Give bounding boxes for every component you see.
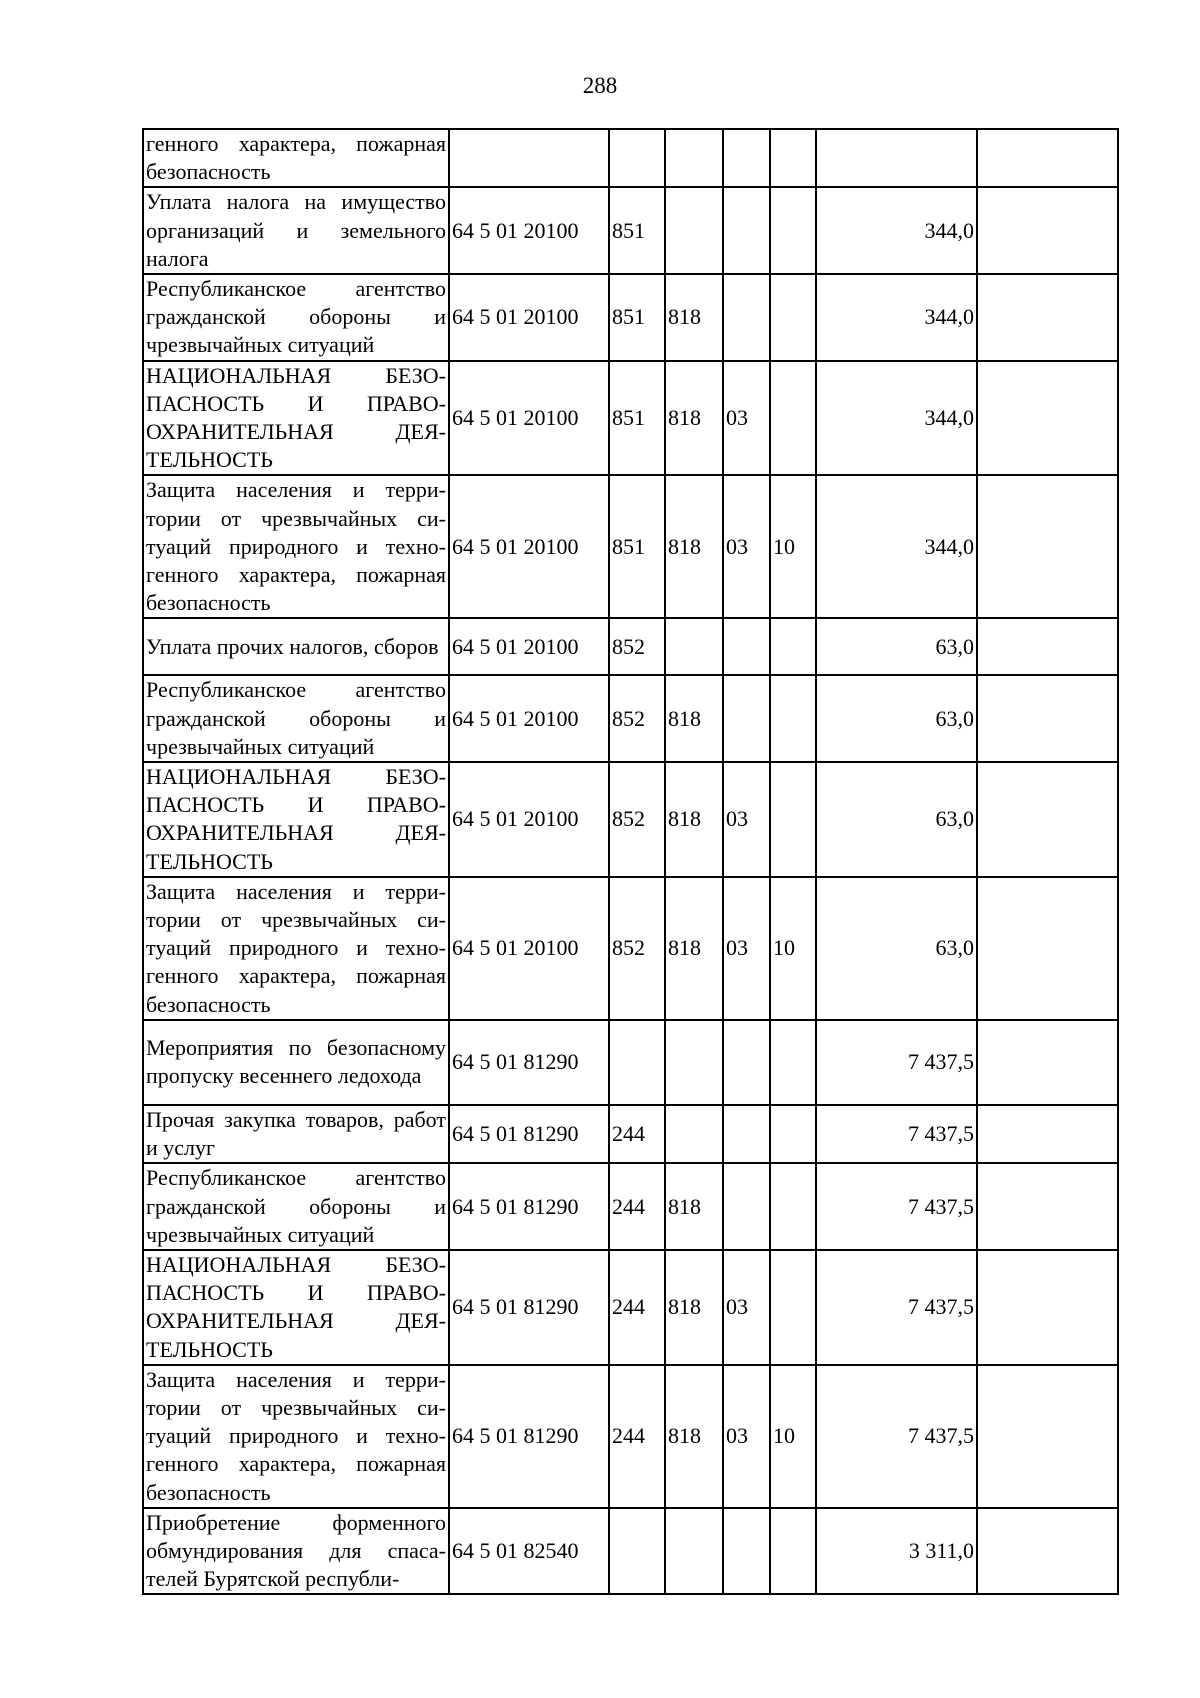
extra-cell [977, 1020, 1118, 1105]
table-row [143, 129, 1118, 187]
code-cell: 64 5 01 20100 [449, 475, 609, 618]
extra-cell [977, 1163, 1118, 1250]
amount-cell: 344,0 [816, 361, 977, 476]
vr-cell: 852 [609, 618, 665, 675]
amount-cell [816, 129, 977, 187]
vr-cell: 244 [609, 1365, 665, 1508]
amount-cell: 7 437,5 [816, 1163, 977, 1250]
vr-cell: 851 [609, 475, 665, 618]
rz-cell: 03 [723, 762, 770, 877]
name-cell: Республиканское агентство гражданской обороны и чрезвычайных ситуаций [143, 675, 449, 762]
grbs-cell [665, 129, 723, 187]
vr-cell [609, 129, 665, 187]
table-row [143, 1365, 1118, 1508]
table-row [143, 762, 1118, 877]
vr-cell: 244 [609, 1250, 665, 1365]
table-row [143, 1508, 1118, 1595]
code-cell: 64 5 01 20100 [449, 618, 609, 675]
table-row [143, 877, 1118, 1020]
name-cell: Республиканское агентство гражданской обороны и чрезвычайных ситуаций [143, 1163, 449, 1250]
rz-cell: 03 [723, 475, 770, 618]
grbs-cell [665, 1020, 723, 1105]
table-row [143, 1020, 1118, 1105]
extra-cell [977, 361, 1118, 476]
code-cell: 64 5 01 82540 [449, 1508, 609, 1595]
vr-cell: 852 [609, 877, 665, 1020]
rz-cell [723, 129, 770, 187]
grbs-cell: 818 [665, 1250, 723, 1365]
extra-cell [977, 274, 1118, 361]
rz-cell [723, 1163, 770, 1250]
extra-cell [977, 618, 1118, 675]
name-cell: Защита населения и территории от чрезвычайных ситуаций природного и техногенного характера, пожарная безопасность [143, 877, 449, 1020]
code-cell: 64 5 01 81290 [449, 1020, 609, 1105]
rz-cell: 03 [723, 1250, 770, 1365]
rz-cell [723, 187, 770, 274]
vr-cell: 244 [609, 1163, 665, 1250]
page-number: 288 [582, 73, 618, 98]
grbs-cell: 818 [665, 475, 723, 618]
name-cell: Прочая закупка товаров, работ и услуг [143, 1105, 449, 1163]
extra-cell [977, 475, 1118, 618]
vr-cell: 851 [609, 361, 665, 476]
amount-cell: 63,0 [816, 877, 977, 1020]
name-cell: Защита населения и территории от чрезвычайных ситуаций природного и техногенного характера, пожарная безопасность [143, 1365, 449, 1508]
table-row [143, 187, 1118, 274]
code-cell: 64 5 01 81290 [449, 1105, 609, 1163]
extra-cell [977, 877, 1118, 1020]
name-cell: Уплата прочих налогов, сборов [143, 618, 449, 675]
extra-cell [977, 187, 1118, 274]
rz-cell [723, 618, 770, 675]
name-cell: генного характера, пожарная безопасность [143, 129, 449, 187]
grbs-cell: 818 [665, 675, 723, 762]
code-cell: 64 5 01 20100 [449, 187, 609, 274]
rz-cell [723, 274, 770, 361]
extra-cell [977, 1365, 1118, 1508]
amount-cell: 344,0 [816, 475, 977, 618]
vr-cell: 852 [609, 675, 665, 762]
pr-cell [770, 618, 816, 675]
rz-cell: 03 [723, 361, 770, 476]
table-row [143, 475, 1118, 618]
grbs-cell: 818 [665, 361, 723, 476]
amount-cell: 344,0 [816, 187, 977, 274]
name-cell: Уплата налога на имущество организаций и земельного налога [143, 187, 449, 274]
amount-cell: 7 437,5 [816, 1250, 977, 1365]
pr-cell: 10 [770, 475, 816, 618]
name-cell: НАЦИОНАЛЬНАЯ БЕЗОПАСНОСТЬ И ПРАВООХРАНИТЕЛЬНАЯ ДЕЯТЕЛЬНОСТЬ [143, 762, 449, 877]
amount-cell: 63,0 [816, 762, 977, 877]
table-row [143, 1250, 1118, 1365]
amount-cell: 63,0 [816, 618, 977, 675]
name-cell: Защита населения и территории от чрезвычайных ситуаций природного и техногенного характера, пожарная безопасность [143, 475, 449, 618]
grbs-cell [665, 1105, 723, 1163]
name-cell: Приобретение форменного обмундирования для спасателей Бурятской республи- [143, 1508, 449, 1595]
table-row [143, 274, 1118, 361]
grbs-cell [665, 618, 723, 675]
amount-cell: 7 437,5 [816, 1020, 977, 1105]
extra-cell [977, 1508, 1118, 1595]
pr-cell [770, 1105, 816, 1163]
code-cell: 64 5 01 81290 [449, 1250, 609, 1365]
rz-cell [723, 1020, 770, 1105]
name-cell: Республиканское агентство гражданской обороны и чрезвычайных ситуаций [143, 274, 449, 361]
pr-cell [770, 129, 816, 187]
pr-cell [770, 762, 816, 877]
grbs-cell: 818 [665, 762, 723, 877]
extra-cell [977, 762, 1118, 877]
rz-cell [723, 1105, 770, 1163]
rz-cell [723, 675, 770, 762]
amount-cell: 3 311,0 [816, 1508, 977, 1595]
amount-cell: 344,0 [816, 274, 977, 361]
name-cell: НАЦИОНАЛЬНАЯ БЕЗОПАСНОСТЬ И ПРАВООХРАНИТЕЛЬНАЯ ДЕЯТЕЛЬНОСТЬ [143, 1250, 449, 1365]
table-row [143, 618, 1118, 675]
code-cell: 64 5 01 20100 [449, 762, 609, 877]
table-row [143, 1163, 1118, 1250]
grbs-cell: 818 [665, 1365, 723, 1508]
pr-cell: 10 [770, 1365, 816, 1508]
pr-cell [770, 1163, 816, 1250]
vr-cell [609, 1020, 665, 1105]
extra-cell [977, 129, 1118, 187]
grbs-cell: 818 [665, 1163, 723, 1250]
pr-cell [770, 1508, 816, 1595]
table-row [143, 1105, 1118, 1163]
table-body [143, 129, 1118, 1594]
vr-cell: 244 [609, 1105, 665, 1163]
rz-cell: 03 [723, 1365, 770, 1508]
extra-cell [977, 1105, 1118, 1163]
grbs-cell [665, 187, 723, 274]
code-cell: 64 5 01 81290 [449, 1163, 609, 1250]
vr-cell [609, 1508, 665, 1595]
name-cell: Мероприятия по безопасному пропуску весеннего ледохода [143, 1020, 449, 1105]
rz-cell [723, 1508, 770, 1595]
budget-table [142, 128, 1119, 1595]
extra-cell [977, 1250, 1118, 1365]
amount-cell: 63,0 [816, 675, 977, 762]
grbs-cell: 818 [665, 877, 723, 1020]
code-cell: 64 5 01 20100 [449, 675, 609, 762]
code-cell: 64 5 01 20100 [449, 877, 609, 1020]
pr-cell: 10 [770, 877, 816, 1020]
amount-cell: 7 437,5 [816, 1365, 977, 1508]
code-cell: 64 5 01 20100 [449, 274, 609, 361]
pr-cell [770, 1020, 816, 1105]
code-cell: 64 5 01 20100 [449, 361, 609, 476]
pr-cell [770, 1250, 816, 1365]
extra-cell [977, 675, 1118, 762]
table-row [143, 675, 1118, 762]
pr-cell [770, 675, 816, 762]
name-cell: НАЦИОНАЛЬНАЯ БЕЗОПАСНОСТЬ И ПРАВООХРАНИТЕЛЬНАЯ ДЕЯТЕЛЬНОСТЬ [143, 361, 449, 476]
vr-cell: 851 [609, 187, 665, 274]
grbs-cell [665, 1508, 723, 1595]
amount-cell: 7 437,5 [816, 1105, 977, 1163]
vr-cell: 852 [609, 762, 665, 877]
pr-cell [770, 187, 816, 274]
vr-cell: 851 [609, 274, 665, 361]
grbs-cell: 818 [665, 274, 723, 361]
code-cell: 64 5 01 81290 [449, 1365, 609, 1508]
pr-cell [770, 361, 816, 476]
code-cell [449, 129, 609, 187]
pr-cell [770, 274, 816, 361]
table-row [143, 361, 1118, 476]
rz-cell: 03 [723, 877, 770, 1020]
